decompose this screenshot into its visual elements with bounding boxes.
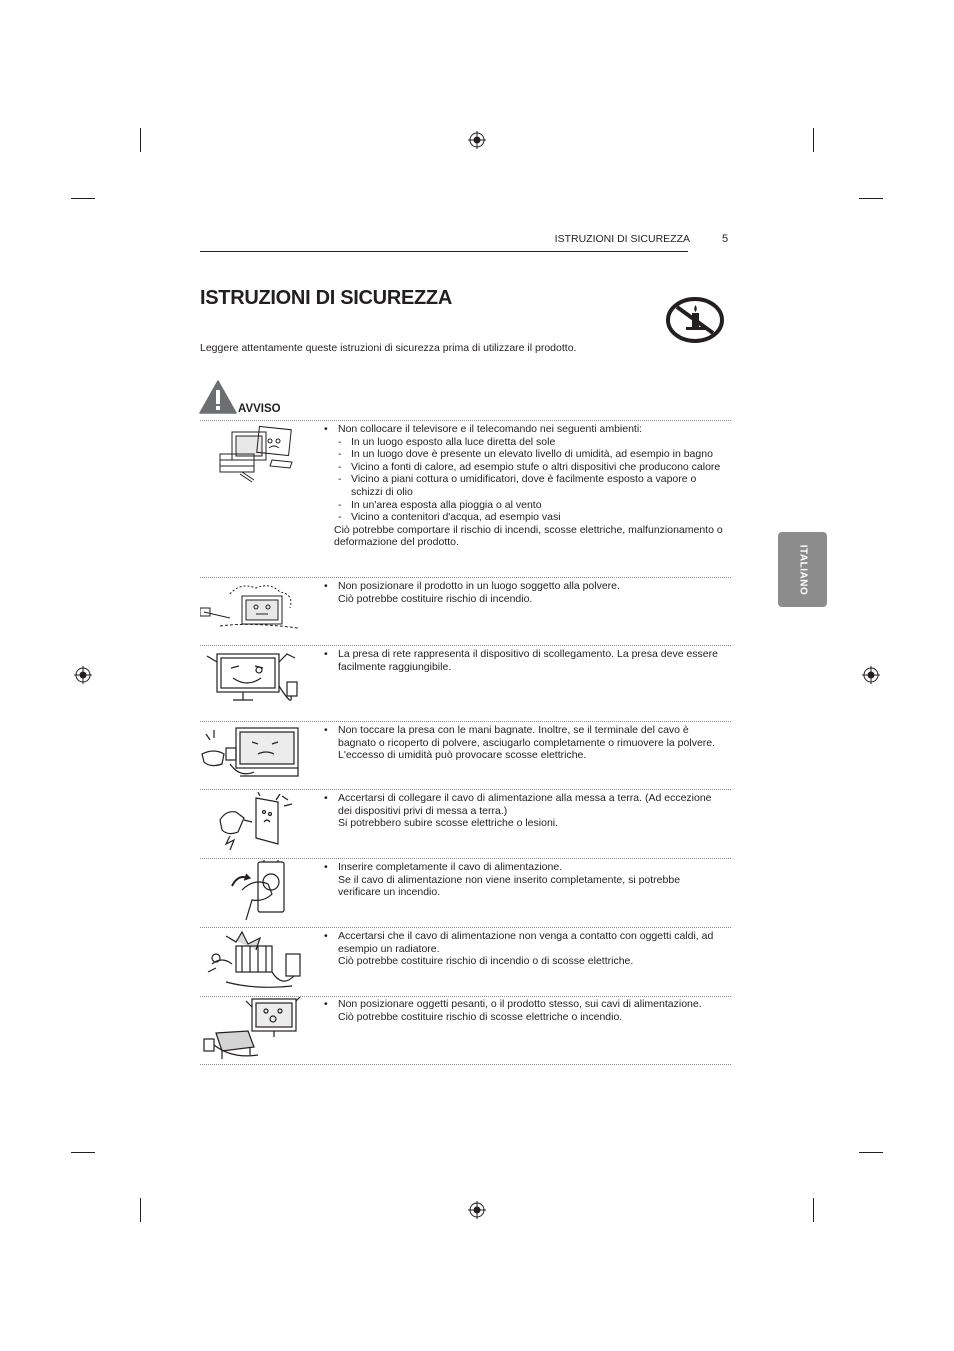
registration-mark-icon <box>468 1201 486 1219</box>
item-subpoint: - In un luogo dove è presente un elevato livello di umidità, ad esempio in bagno <box>324 448 724 461</box>
crop-mark <box>71 198 95 199</box>
item-continuation: Ciò potrebbe costituire rischio di incendio. <box>338 592 533 605</box>
tv-outlet-illustration <box>203 648 307 712</box>
tv-dust-illustration <box>200 582 304 640</box>
safety-item <box>324 792 724 830</box>
row-divider <box>200 645 731 646</box>
crop-mark <box>140 1198 141 1222</box>
item-subpoint: - Vicino a contenitori d'acqua, ad esempio vasi <box>324 511 724 524</box>
crop-mark <box>140 128 141 152</box>
running-header: ISTRUZIONI DI SICUREZZA <box>554 233 690 245</box>
wet-hands-illustration <box>200 724 308 782</box>
header-rule <box>200 251 688 252</box>
item-subpoint: - In un'area esposta alla pioggia o al vento <box>324 499 724 512</box>
row-divider <box>200 577 731 578</box>
item-bullet: • Non toccare la presa con le mani bagnate. Inoltre, se il terminale del cavo è bagnato o ricoperto di polvere, asciugarlo completamente o rimuovere la polvere. <box>324 724 724 749</box>
safety-item <box>324 930 724 968</box>
row-divider <box>200 1064 731 1065</box>
crop-mark <box>71 1152 95 1153</box>
crop-mark <box>813 128 814 152</box>
language-tab <box>778 532 827 607</box>
page-number: 5 <box>722 233 729 245</box>
tv-sun-illustration <box>212 424 300 488</box>
item-bullet: • Accertarsi che il cavo di alimentazione non venga a contatto con oggetti caldi, ad esempio un radiatore. <box>324 930 724 955</box>
heavy-object-cable-illustration <box>202 997 302 1063</box>
registration-mark-icon <box>74 666 92 684</box>
ground-plug-illustration <box>212 792 296 852</box>
item-continuation: Ciò potrebbe costituire rischio di incendio o di scosse elettriche. <box>338 955 634 968</box>
item-subpoint: - Vicino a piani cottura o umidificatori, dove è facilmente esposto a vapore o schizzi di olio <box>324 473 724 498</box>
no-candle-icon <box>666 296 724 344</box>
registration-mark-icon <box>468 131 486 149</box>
item-continuation: Ciò potrebbe costituire rischio di scosse elettriche o incendio. <box>338 1010 623 1023</box>
item-continuation: Se il cavo di alimentazione non viene inserito completamente, si potrebbe verificare un incendio. <box>338 873 681 899</box>
safety-item <box>324 724 724 762</box>
row-divider <box>200 721 731 722</box>
row-divider <box>200 789 731 790</box>
item-bullet: • Accertarsi di collegare il cavo di alimentazione alla messa a terra. (Ad eccezione dei dispositivi privi di messa a terra.) <box>324 792 724 817</box>
item-subpoint: - Vicino a fonti di calore, ad esempio stufe o altri dispositivi che producono calore <box>324 461 724 474</box>
crop-mark <box>859 198 883 199</box>
safety-item <box>324 648 724 673</box>
item-bullet: • Inserire completamente il cavo di alimentazione. <box>324 861 724 874</box>
crop-mark <box>859 1152 883 1153</box>
row-divider <box>200 858 731 859</box>
insert-plug-illustration <box>224 860 300 924</box>
item-note: Ciò potrebbe comportare il rischio di incendi, scosse elettriche, malfunzionamento o deformazione del prodotto. <box>334 523 723 549</box>
safety-item <box>324 998 724 1023</box>
warning-label: AVVISO <box>238 403 281 415</box>
registration-mark-icon <box>862 666 880 684</box>
row-divider <box>200 420 731 421</box>
safety-item <box>324 423 724 549</box>
item-continuation: Si potrebbero subire scosse elettriche o lesioni. <box>338 817 559 830</box>
item-bullet: • La presa di rete rappresenta il dispositivo di scollegamento. La presa deve essere facilmente raggiungibile. <box>324 648 724 673</box>
language-tab-label: ITALIANO <box>797 544 808 595</box>
warning-triangle-icon <box>199 380 237 414</box>
item-bullet: • Non collocare il televisore e il telecomando nei seguenti ambienti: <box>324 423 724 436</box>
item-bullet: • Non posizionare il prodotto in un luogo soggetto alla polvere. <box>324 580 724 593</box>
crop-mark <box>813 1198 814 1222</box>
intro-text: Leggere attentamente queste istruzioni di sicurezza prima di utilizzare il prodotto. <box>200 342 577 354</box>
item-subpoint: - In un luogo esposto alla luce diretta del sole <box>324 436 724 449</box>
heater-cable-illustration <box>206 928 306 994</box>
item-continuation: L'eccesso di umidità può provocare scosse elettriche. <box>338 749 587 762</box>
item-bullet: • Non posizionare oggetti pesanti, o il prodotto stesso, sui cavi di alimentazione. <box>324 998 724 1011</box>
page-title: ISTRUZIONI DI SICUREZZA <box>200 287 452 309</box>
safety-item <box>324 580 724 605</box>
safety-item <box>324 861 724 899</box>
